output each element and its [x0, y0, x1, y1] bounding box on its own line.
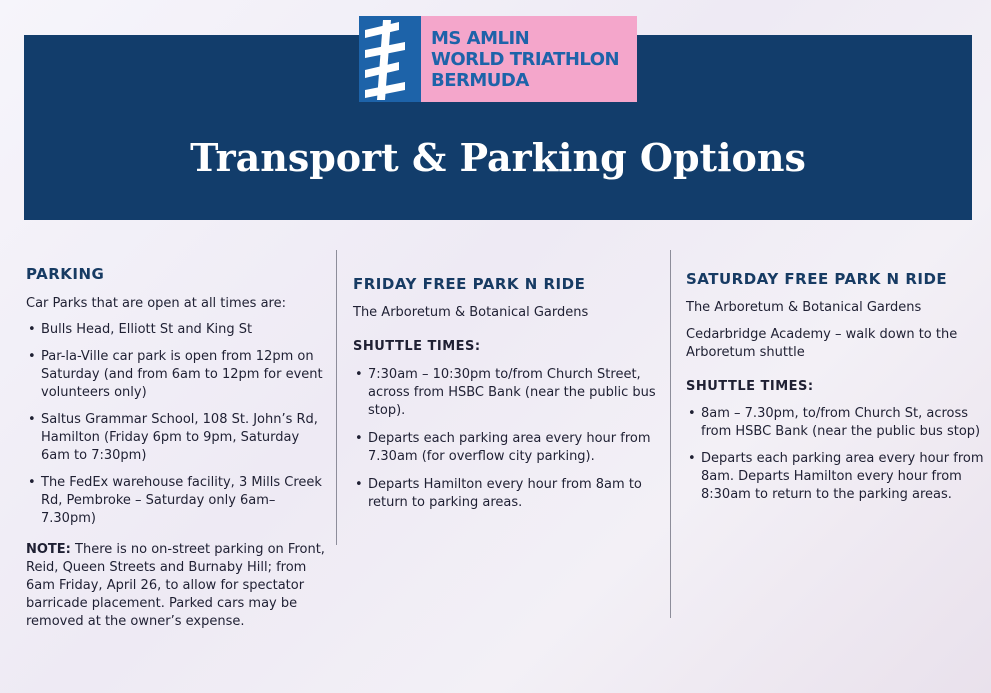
event-logo: [359, 16, 637, 102]
saturday-section: [686, 269, 986, 504]
list-item: • Departs each parking area every hour from 8am. Departs Hamilton every hour from 8:30am to return to the parking areas.: [686, 450, 986, 504]
logo-line-3: BERMUDA: [431, 69, 529, 91]
note-text: There is no on-street parking on Front, Reid, Queen Streets and Burnaby Hill; from 6am Friday, April 26, to allow for spectator barricade placement. Parked cars may be removed at the owner’s expense.: [26, 542, 325, 629]
parking-heading: PARKING: [26, 265, 105, 283]
logo-text: [421, 16, 637, 102]
parking-section: [26, 264, 326, 631]
parking-intro: Car Parks that are open at all times are:: [26, 296, 286, 311]
column-divider: [670, 250, 671, 618]
list-item: • 7:30am – 10:30pm to/from Church Street, across from HSBC Bank (near the public bus stop).: [353, 366, 663, 420]
list-item: • Saltus Grammar School, 108 St. John’s Rd, Hamilton (Friday 6pm to 9pm, Saturday 6am to 7:30pm): [26, 411, 326, 465]
page-title: Transport & Parking Options: [190, 135, 806, 180]
list-item: • Bulls Head, Elliott St and King St: [26, 321, 326, 339]
list-item: • Par-la-Ville car park is open from 12pm on Saturday (and from 6am to 12pm for event volunteers only): [26, 348, 326, 402]
friday-location: The Arboretum & Botanical Gardens: [353, 305, 589, 320]
saturday-location-2: Cedarbridge Academy – walk down to the Arboretum shuttle: [686, 327, 958, 360]
friday-shuttle-heading: SHUTTLE TIMES:: [353, 339, 481, 354]
friday-section: [353, 274, 663, 512]
saturday-shuttle-list: [686, 405, 986, 504]
saturday-location-1: The Arboretum & Botanical Gardens: [686, 300, 922, 315]
saturday-heading: SATURDAY FREE PARK N RIDE: [686, 270, 948, 288]
note-label: NOTE:: [26, 542, 71, 557]
list-item: • The FedEx warehouse facility, 3 Mills Creek Rd, Pembroke – Saturday only 6am–7.30pm): [26, 474, 326, 528]
logo-line-1: MS AMLIN: [431, 27, 530, 49]
saturday-shuttle-heading: SHUTTLE TIMES:: [686, 379, 814, 394]
triathlon-logo-icon: [359, 16, 421, 102]
list-item: • 8am – 7.30pm, to/from Church St, across from HSBC Bank (near the public bus stop): [686, 405, 986, 441]
list-item: • Departs Hamilton every hour from 8am to return to parking areas.: [353, 476, 663, 512]
parking-list: [26, 321, 326, 528]
column-divider: [336, 250, 337, 545]
logo-line-2: WORLD TRIATHLON: [431, 48, 620, 70]
parking-note: [26, 541, 326, 631]
friday-heading: FRIDAY FREE PARK N RIDE: [353, 275, 586, 293]
list-item: • Departs each parking area every hour from 7.30am (for overflow city parking).: [353, 430, 663, 466]
friday-shuttle-list: [353, 366, 663, 512]
